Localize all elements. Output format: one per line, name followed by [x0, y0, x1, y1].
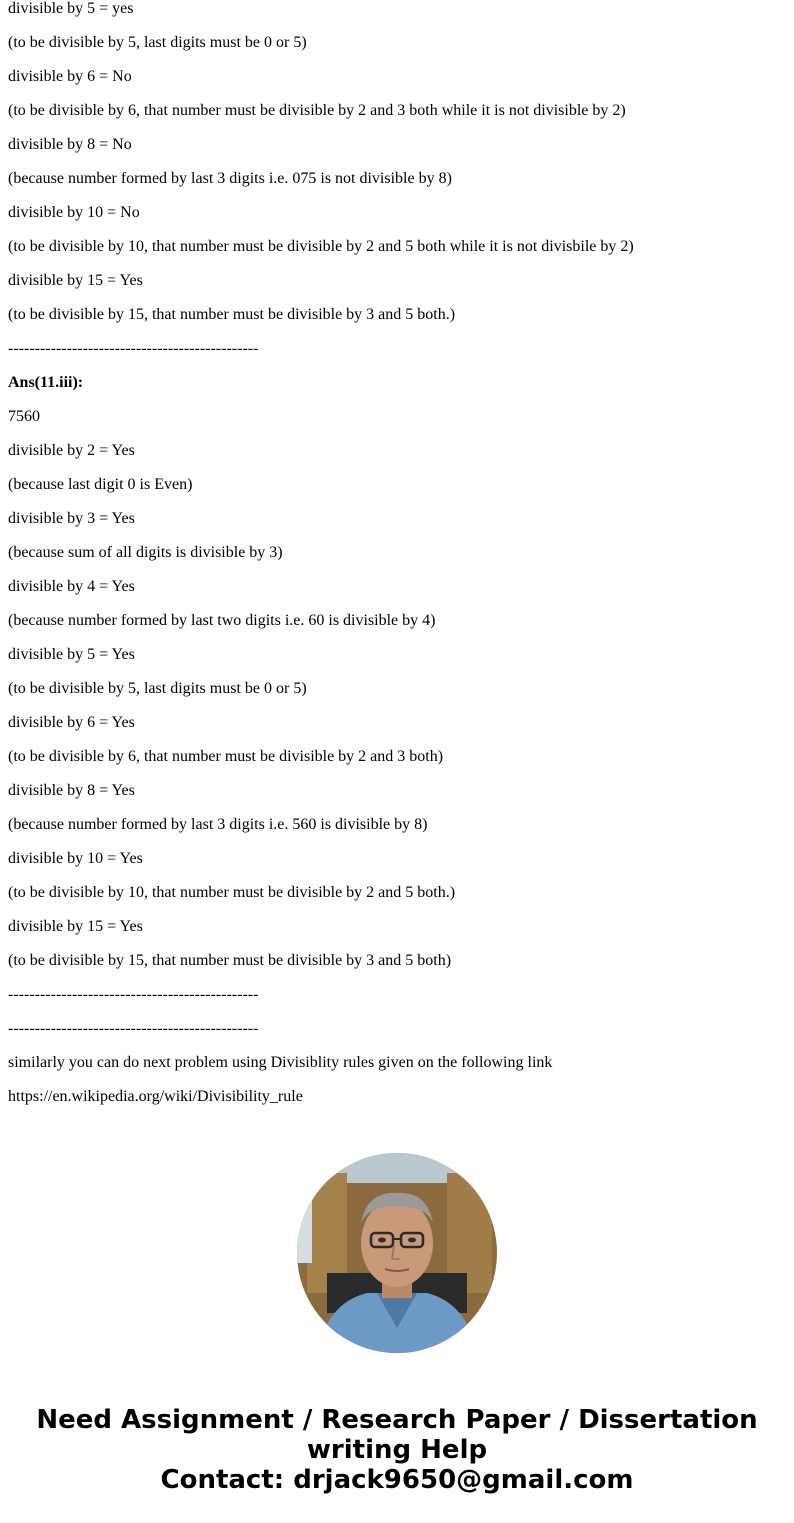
text-line: divisible by 4 = Yes [8, 578, 135, 595]
text-line: ----------------------------------------------- [8, 1020, 259, 1037]
text-line: (because number formed by last two digits i.e. 60 is divisible by 4) [8, 612, 436, 629]
text-line: divisible by 5 = yes [8, 0, 134, 17]
text-line: (to be divisible by 10, that number must be divisible by 2 and 5 both.) [8, 884, 456, 901]
avatar-portrait-icon [297, 1153, 497, 1353]
text-line: divisible by 3 = Yes [8, 510, 135, 527]
text-line: https://en.wikipedia.org/wiki/Divisibility_rule [8, 1088, 303, 1105]
text-line: (because sum of all digits is divisible by 3) [8, 544, 283, 561]
footer-contact-email: Contact: drjack9650@gmail.com [160, 1465, 634, 1495]
text-line: divisible by 6 = No [8, 68, 132, 85]
answer-heading: Ans(11.iii): [8, 374, 84, 391]
text-line: 7560 [8, 408, 40, 425]
text-line: (to be divisible by 6, that number must be divisible by 2 and 3 both) [8, 748, 444, 765]
text-line: (to be divisible by 15, that number must be divisible by 3 and 5 both) [8, 952, 452, 969]
footer-line-1: Need Assignment / Research Paper / Dissertation [36, 1405, 758, 1435]
footer-contact [0, 1405, 794, 1495]
author-avatar [297, 1153, 497, 1353]
text-line: divisible by 2 = Yes [8, 442, 135, 459]
answer-body [8, 0, 788, 1122]
text-line: divisible by 15 = Yes [8, 918, 143, 935]
text-line: ----------------------------------------------- [8, 340, 259, 357]
text-line: (to be divisible by 5, last digits must be 0 or 5) [8, 680, 307, 697]
text-line: (to be divisible by 15, that number must be divisible by 3 and 5 both.) [8, 306, 456, 323]
text-line: (to be divisible by 5, last digits must be 0 or 5) [8, 34, 307, 51]
text-line: similarly you can do next problem using Divisiblity rules given on the following link [8, 1054, 553, 1071]
footer-line-2: writing Help [306, 1435, 488, 1465]
text-line: (because number formed by last 3 digits i.e. 075 is not divisible by 8) [8, 170, 452, 187]
text-line: divisible by 5 = Yes [8, 646, 135, 663]
text-line: divisible by 8 = Yes [8, 782, 135, 799]
text-line: (to be divisible by 6, that number must be divisible by 2 and 3 both while it is not divisible by 2) [8, 102, 626, 119]
text-line: (because last digit 0 is Even) [8, 476, 193, 493]
text-line: divisible by 8 = No [8, 136, 132, 153]
text-line: divisible by 10 = No [8, 204, 140, 221]
text-line: divisible by 10 = Yes [8, 850, 143, 867]
text-line: (because number formed by last 3 digits i.e. 560 is divisible by 8) [8, 816, 428, 833]
text-line: (to be divisible by 10, that number must be divisible by 2 and 5 both while it is not divisbile by 2) [8, 238, 634, 255]
text-line: ----------------------------------------------- [8, 986, 259, 1003]
text-line: divisible by 15 = Yes [8, 272, 143, 289]
text-line: divisible by 6 = Yes [8, 714, 135, 731]
